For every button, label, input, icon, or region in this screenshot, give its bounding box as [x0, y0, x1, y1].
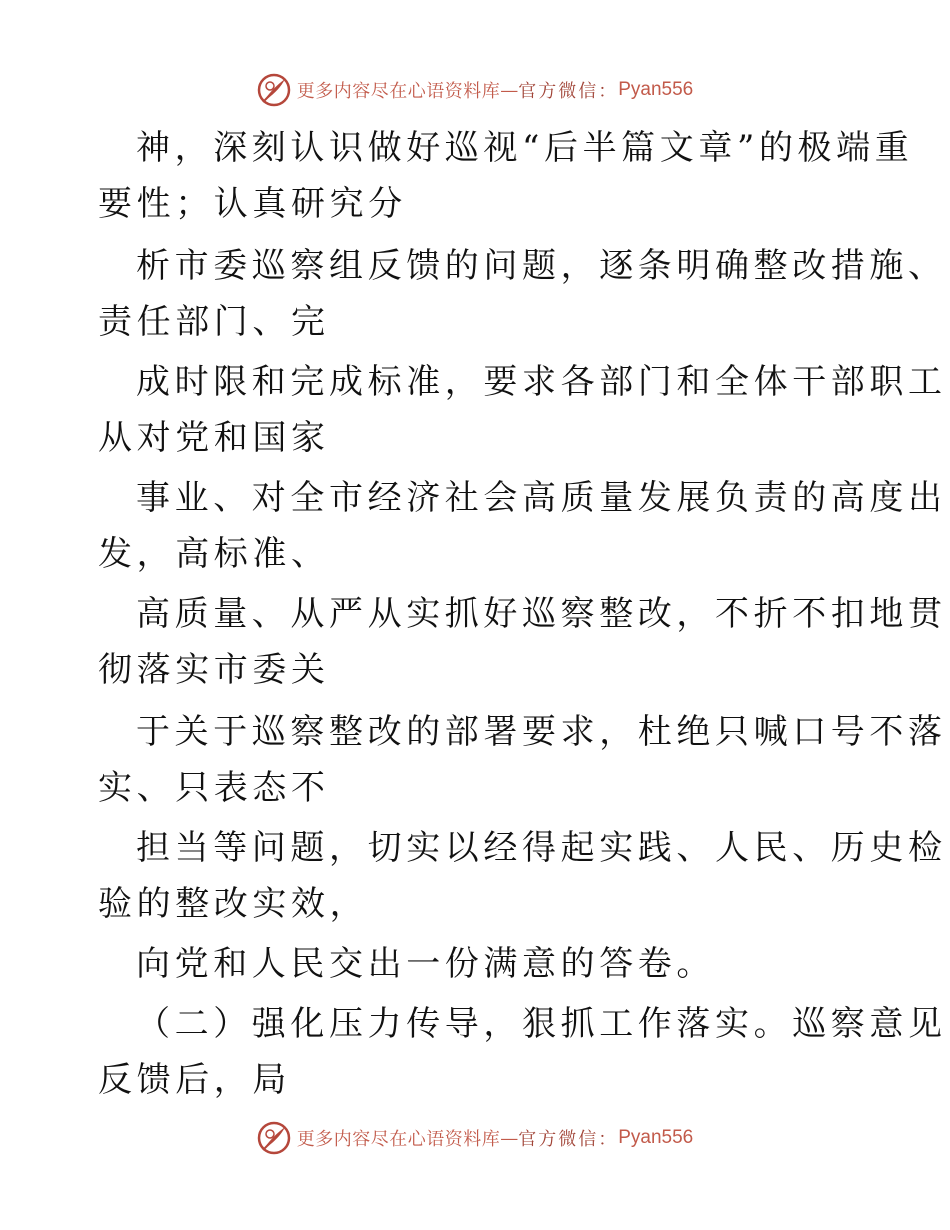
- body-line: 从对党和国家: [98, 418, 330, 458]
- body-line: 实、只表态不: [98, 768, 330, 808]
- body-line: 验的整改实效，: [98, 884, 369, 924]
- banner-text: 更多内容尽在心语资料库: [296, 81, 501, 102]
- body-line: 向党和人民交出一份满意的答卷。: [136, 944, 715, 984]
- body-line: 发，高标准、: [98, 534, 330, 574]
- wechat-label: 官方微信：: [518, 81, 619, 102]
- header-banner: [0, 70, 950, 110]
- body-line: 担当等问题，切实以经得起实践、人民、历史检: [136, 828, 947, 868]
- banner-text: 更多内容尽在心语资料库: [296, 1129, 501, 1150]
- body-line: 析市委巡察组反馈的问题，逐条明确整改措施、: [136, 246, 947, 286]
- quill-pen-logo-icon: [257, 73, 291, 107]
- wechat-id: Pyan556: [618, 1127, 694, 1148]
- banner-separator: —: [500, 79, 519, 101]
- quill-pen-logo-icon: [257, 1121, 291, 1155]
- body-line: 彻落实市委关: [98, 650, 330, 690]
- body-line: 高质量、从严从实抓好巡察整改，不折不扣地贯: [136, 594, 947, 634]
- body-line: 神，深刻认识做好巡视“后半篇文章”的极端重: [136, 128, 914, 168]
- body-line: 事业、对全市经济社会高质量发展负责的高度出: [136, 478, 947, 518]
- wechat-id: Pyan556: [618, 79, 694, 100]
- body-line: 于关于巡察整改的部署要求，杜绝只喊口号不落: [136, 712, 947, 752]
- body-line: 反馈后，局: [98, 1060, 291, 1100]
- wechat-label: 官方微信：: [518, 1129, 619, 1150]
- body-line: 要性；认真研究分: [98, 184, 407, 224]
- banner-separator: —: [500, 1127, 519, 1149]
- body-line: 责任部门、完: [98, 302, 330, 342]
- body-line: 成时限和完成标准，要求各部门和全体干部职工: [136, 362, 947, 402]
- footer-banner: [0, 1118, 950, 1158]
- body-line: （二）强化压力传导，狠抓工作落实。巡察意见: [136, 1004, 947, 1044]
